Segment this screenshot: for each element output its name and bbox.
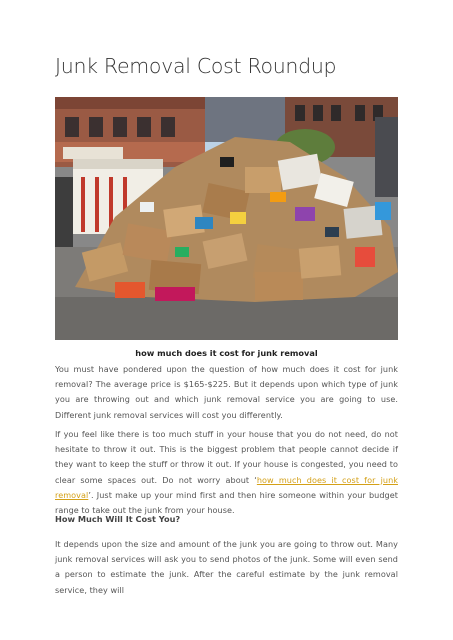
paragraph-2-text-after-link: ’. Just make up your mind first and then hire someone within your budget range to take out the junk from your house. — [55, 489, 398, 516]
paragraph-1: You must have pondered upon the question of how much does it cost for junk removal? The average price is $165-$225. But it depends upon which type of junk you are throwing out and which junk removal service you are going to use. Different junk removal services will cost you differently. — [55, 364, 398, 420]
junk-pile-photo — [55, 97, 398, 340]
paragraph-3: It depends upon the size and amount of the junk you are going to throw out. Many junk removal services will ask you to send photos of the junk. Some will even send a person to estimate the junk. After the careful estimate by the junk removal service, they will — [55, 539, 398, 595]
figure-caption: how much does it cost for junk removal — [135, 348, 318, 358]
section-heading: How Much Will It Cost You? — [55, 514, 181, 524]
paragraph-2 — [55, 427, 398, 518]
junk-removal-cost-link[interactable]: how much does it cost for junk removal — [55, 474, 398, 500]
paragraph-2-text-before-link: If you feel like there is too much stuff in your house that you do not need, do not hesitate to throw it out. This is the biggest problem that people cannot decide if they want to keep the stuff or throw it out. If your house is congested, you need to clear some spaces out. Do not worry about ‘ — [55, 429, 398, 485]
junk-pile-illustration — [55, 97, 398, 340]
document-title: Junk Removal Cost Roundup — [55, 54, 337, 78]
